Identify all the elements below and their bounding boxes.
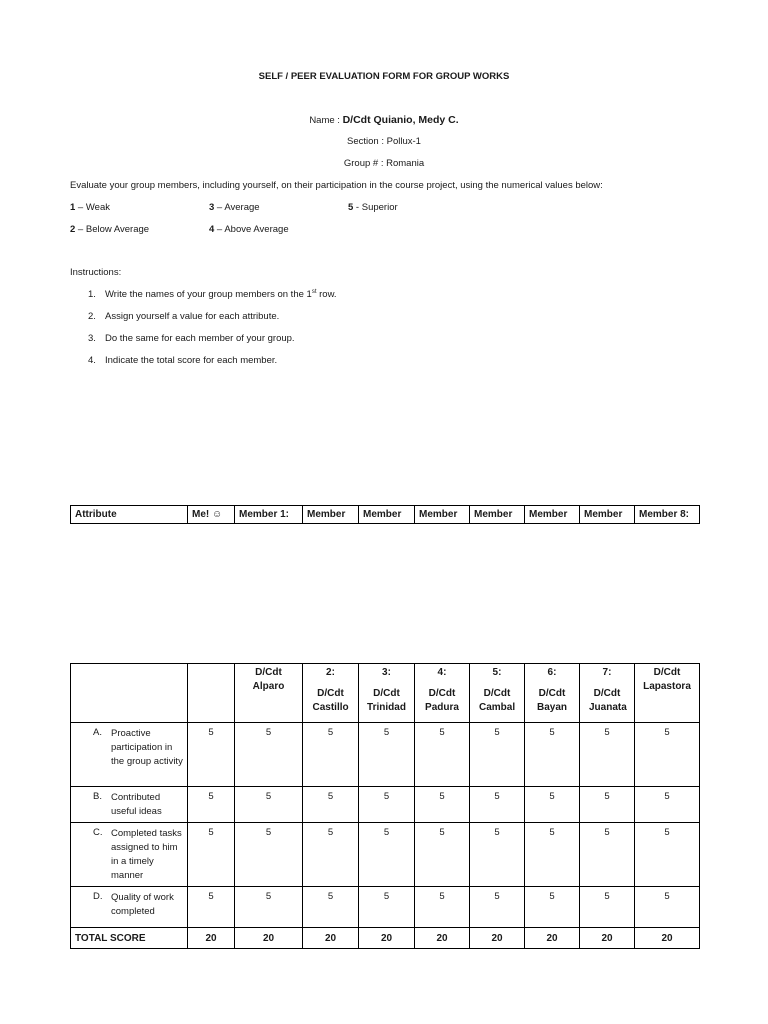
score-cell: 5 [303, 723, 359, 787]
member-cell [525, 664, 580, 723]
attribute-letter: C. [93, 827, 103, 838]
header-row [71, 506, 700, 524]
instructions-title: Instructions: [70, 267, 122, 278]
instruction-item [88, 355, 277, 366]
score-cell: 5 [235, 887, 303, 928]
score-cell: 5 [415, 823, 470, 887]
total-cell: 20 [188, 928, 235, 949]
member-cell [303, 664, 359, 723]
attribute-letter: A. [93, 727, 102, 738]
total-cell: 20 [470, 928, 525, 949]
member-num: D/Cdt [653, 667, 681, 678]
attribute-text: Completed tasks assigned to him in a timely manner [111, 828, 182, 881]
attribute-row-c [71, 823, 700, 887]
instruction-text: Assign yourself a value for each attribute. [105, 311, 280, 322]
member-cell [235, 664, 303, 723]
member-names-row [71, 664, 700, 723]
member-cell [359, 664, 415, 723]
header-cell: Member 1: [235, 506, 303, 524]
scale-1 [70, 202, 110, 213]
score-cell: 5 [635, 723, 700, 787]
score-cell: 5 [235, 787, 303, 823]
header-cell: Member [415, 506, 470, 524]
header-cell: Member [525, 506, 580, 524]
instruction-number: 1. [88, 289, 96, 301]
instruction-sup: st [311, 289, 317, 295]
intro-text: Evaluate your group members, including yourself, on their participation in the course project, using the numerical values below: [70, 180, 603, 191]
header-cell: Member [303, 506, 359, 524]
score-cell: 5 [235, 723, 303, 787]
member-num: 7: [602, 667, 612, 678]
instruction-item [88, 289, 337, 300]
scale-num: 3 [209, 202, 215, 213]
total-score-label: TOTAL SCORE [71, 928, 188, 949]
attribute-text: Contributed useful ideas [111, 792, 162, 817]
name-label: Name : [309, 115, 343, 126]
instruction-number: 2. [88, 311, 96, 322]
instruction-item [88, 311, 279, 322]
name-value: D/Cdt Quianio, Medy C. [342, 114, 459, 126]
score-cell: 5 [635, 787, 700, 823]
scale-num: 4 [209, 224, 215, 235]
member-num: 3: [382, 667, 391, 678]
score-cell: 5 [525, 787, 580, 823]
form-title: SELF / PEER EVALUATION FORM FOR GROUP WORKS [258, 71, 510, 82]
header-cell: Member [580, 506, 635, 524]
attribute-label [71, 723, 188, 787]
attribute-label [71, 823, 188, 887]
score-cell: 5 [359, 823, 415, 887]
member-name: Alparo [252, 681, 285, 692]
member-name: D/Cdt Castillo [312, 688, 349, 713]
scale-label: – Weak [75, 202, 110, 213]
attribute-letter: B. [93, 791, 102, 802]
scale-3 [209, 202, 260, 213]
score-cell: 5 [525, 723, 580, 787]
score-cell: 5 [359, 787, 415, 823]
scale-label: - Superior [353, 202, 398, 213]
member-name: D/Cdt Cambal [479, 688, 516, 713]
member-name: D/Cdt Bayan [536, 688, 567, 713]
evaluation-table [70, 663, 700, 949]
scale-num: 2 [70, 224, 76, 235]
member-num: 4: [437, 667, 447, 678]
score-cell: 5 [359, 887, 415, 928]
total-score-row [71, 928, 700, 949]
score-cell: 5 [359, 723, 415, 787]
member-num: 5: [492, 667, 502, 678]
member-name: D/Cdt Padura [425, 688, 459, 713]
score-cell: 5 [470, 887, 525, 928]
instruction-text-end: row. [316, 289, 337, 301]
score-cell: 5 [580, 823, 635, 887]
total-cell: 20 [580, 928, 635, 949]
member-cell [415, 664, 470, 723]
score-cell: 5 [188, 887, 235, 928]
attribute-letter: D. [93, 891, 103, 902]
scale-num: 1 [70, 202, 76, 213]
scale-label: – Above Average [214, 224, 289, 235]
score-cell: 5 [415, 723, 470, 787]
header-cell: Member [359, 506, 415, 524]
empty-cell [71, 664, 188, 723]
score-cell: 5 [470, 823, 525, 887]
member-num: D/Cdt [255, 667, 282, 678]
scale-label: – Average [214, 202, 260, 213]
header-cell: Member [470, 506, 525, 524]
instruction-text: Indicate the total score for each member. [105, 355, 278, 366]
instruction-text: Write the names of your group members on the 1 [105, 289, 312, 301]
member-num: 6: [547, 667, 557, 678]
score-cell: 5 [525, 887, 580, 928]
header-cell: Me! ☺ [188, 506, 235, 524]
score-cell: 5 [188, 723, 235, 787]
total-cell: 20 [415, 928, 470, 949]
score-cell: 5 [470, 723, 525, 787]
name-line [0, 114, 768, 126]
header-cell: Member 8: [635, 506, 700, 524]
attribute-text: Proactive participation in the group activity [111, 728, 183, 767]
score-cell: 5 [188, 823, 235, 887]
header-table [70, 505, 700, 524]
scale-4 [209, 224, 289, 235]
header-cell: Attribute [71, 506, 188, 524]
score-cell: 5 [188, 787, 235, 823]
scale-5 [348, 202, 398, 213]
attribute-label [71, 887, 188, 928]
scale-label: – Below Average [75, 224, 150, 235]
instruction-number: 3. [88, 333, 96, 344]
attribute-text: Quality of work completed [111, 892, 174, 917]
instruction-item [88, 333, 295, 344]
member-cell [580, 664, 635, 723]
instruction-number: 4. [88, 355, 96, 366]
score-cell: 5 [235, 823, 303, 887]
score-cell: 5 [635, 823, 700, 887]
member-name: D/Cdt Trinidad [367, 688, 406, 713]
member-name: D/Cdt Juanata [589, 688, 627, 713]
scale-num: 5 [348, 202, 354, 213]
group-line: Group # : Romania [343, 158, 425, 169]
instruction-text: Do the same for each member of your group. [105, 333, 295, 344]
score-cell: 5 [303, 787, 359, 823]
member-num: 2: [326, 667, 335, 678]
attribute-row-a [71, 723, 700, 787]
score-cell: 5 [303, 823, 359, 887]
attribute-row-b [71, 787, 700, 823]
attribute-label [71, 787, 188, 823]
member-name: Lapastora [643, 681, 691, 692]
attribute-row-d [71, 887, 700, 928]
score-cell: 5 [580, 887, 635, 928]
member-cell [188, 664, 235, 723]
member-cell [635, 664, 700, 723]
score-cell: 5 [415, 887, 470, 928]
total-cell: 20 [303, 928, 359, 949]
total-cell: 20 [359, 928, 415, 949]
score-cell: 5 [525, 823, 580, 887]
score-cell: 5 [470, 787, 525, 823]
score-cell: 5 [580, 787, 635, 823]
member-cell [470, 664, 525, 723]
total-cell: 20 [235, 928, 303, 949]
total-cell: 20 [525, 928, 580, 949]
total-cell: 20 [635, 928, 700, 949]
section-line: Section : Pollux-1 [347, 136, 421, 147]
score-cell: 5 [415, 787, 470, 823]
score-cell: 5 [580, 723, 635, 787]
score-cell: 5 [303, 887, 359, 928]
score-cell: 5 [635, 887, 700, 928]
scale-2 [70, 224, 149, 235]
